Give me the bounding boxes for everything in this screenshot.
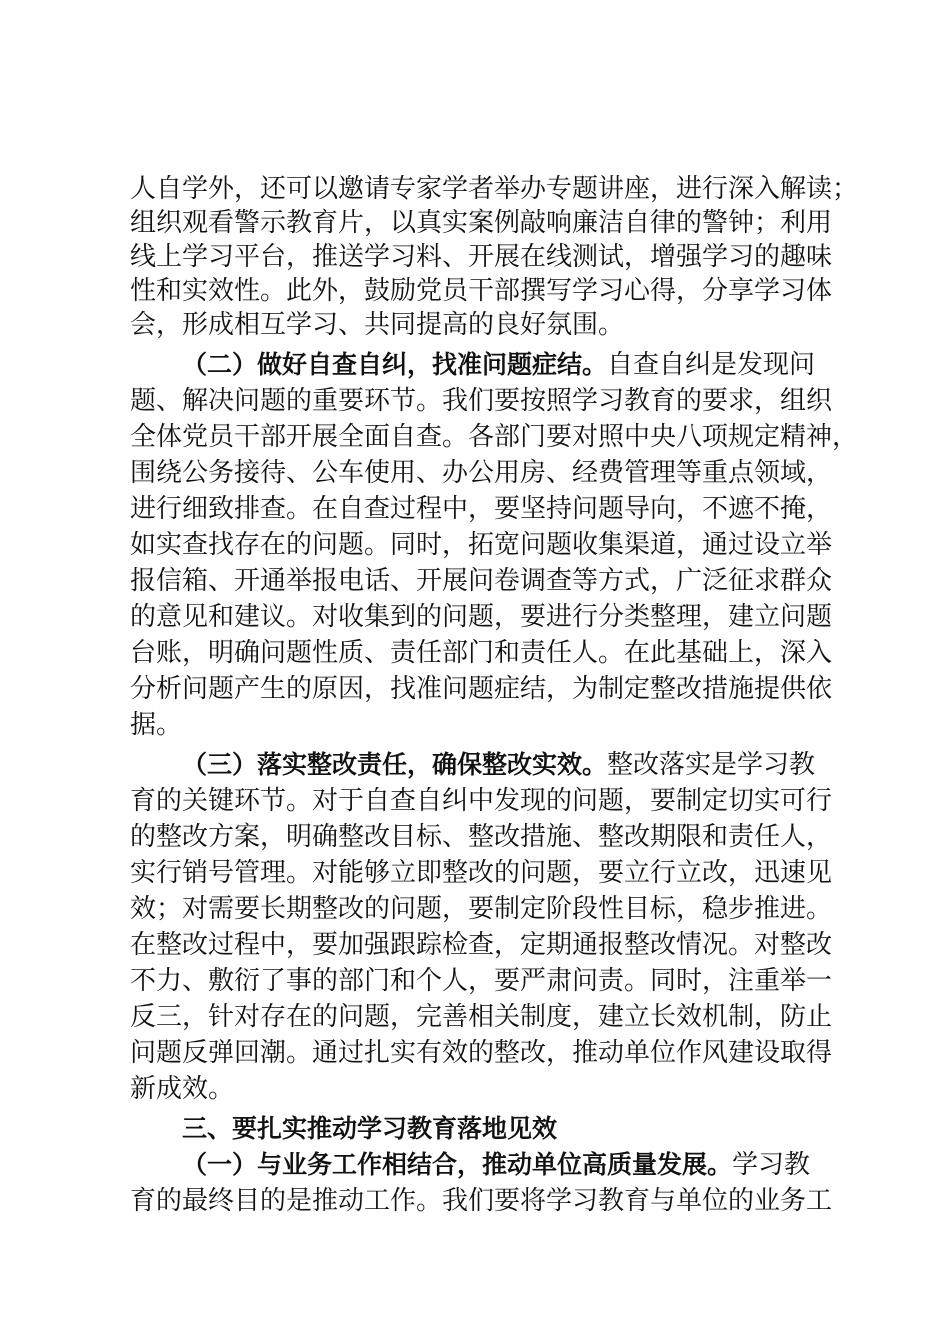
paragraph-line: 线上学习平台，推送学习料、开展在线测试，增强学习的趣味 [130, 242, 833, 272]
paragraph-line: 育的最终目的是推动工作。我们要将学习教育与单位的业务工 [130, 1186, 833, 1216]
paragraph-line: 问题反弹回潮。通过扎实有效的整改，推动单位作风建设取得 [130, 1038, 833, 1068]
section-2-paragraph-first-line [182, 348, 815, 382]
paragraph-line: 题、解决问题的重要环节。我们要按照学习教育的要求，组织 [130, 386, 833, 416]
paragraph-line: 新成效。 [130, 1074, 235, 1104]
paragraph-line: 性和实效性。此外，鼓励党员干部撰写学习心得，分享学习体 [130, 276, 833, 306]
paragraph-line: 进行细致排查。在自查过程中，要坚持问题导向，不遮不掩， [130, 494, 833, 524]
section-3-paragraph-first-line [182, 748, 815, 782]
paragraph-line: 报信箱、开通举报电话、开展问卷调查等方式，广泛征求群众 [130, 566, 833, 596]
paragraph-line: 会，形成相互学习、共同提高的良好氛围。 [130, 310, 625, 340]
section-4-paragraph-first-line [182, 1148, 810, 1182]
paragraph-text: 整改落实是学习教 [607, 750, 816, 780]
paragraph-line: 实行销号管理。对能够立即整改的问题，要立行立改，迅速见 [130, 858, 833, 888]
paragraph-line: 不力、敷衍了事的部门和个人，要严肃问责。同时，注重举一 [130, 966, 833, 996]
paragraph-line: 效；对需要长期整改的问题，要制定阶段性目标，稳步推进。 [130, 894, 833, 924]
paragraph-line: 人自学外，还可以邀请专家学者举办专题讲座，进行深入解读； [130, 174, 859, 204]
paragraph-line: 反三，针对存在的问题，完善相关制度，建立长效机制，防止 [130, 1002, 833, 1032]
paragraph-text: 自查自纠是发现问 [607, 350, 816, 380]
paragraph-line: 围绕公务接待、公车使用、办公用房、经费管理等重点领域， [130, 458, 833, 488]
paragraph-line: 全体党员干部开展全面自查。各部门要对照中央八项规定精神， [130, 422, 859, 452]
paragraph-line: 育的关键环节。对于自查自纠中发现的问题，要制定切实可行 [130, 786, 833, 816]
paragraph-line: 组织观看警示教育片，以真实案例敲响廉洁自律的警钟；利用 [130, 208, 833, 238]
paragraph-line: 分析问题产生的原因，找准问题症结，为制定整改措施提供依 [130, 674, 833, 704]
paragraph-line: 台账，明确问题性质、责任部门和责任人。在此基础上，深入 [130, 638, 833, 668]
paragraph-line: 在整改过程中，要加强跟踪检查，定期通报整改情况。对整改 [130, 930, 833, 960]
paragraph-text: 学习教 [732, 1150, 811, 1180]
paragraph-line: 的意见和建议。对收集到的问题，要进行分类整理，建立问题 [130, 602, 833, 632]
paragraph-line: 据。 [130, 710, 183, 740]
subheading-business-integration: （一）与业务工作相结合，推动单位高质量发展。 [182, 1150, 733, 1179]
paragraph-line: 的整改方案，明确整改目标、整改措施、整改期限和责任人， [130, 822, 833, 852]
subheading-self-check: （二）做好自查自纠，找准问题症结。 [182, 350, 608, 379]
subheading-rectification: （三）落实整改责任，确保整改实效。 [182, 750, 608, 779]
paragraph-line: 如实查找存在的问题。同时，拓宽问题收集渠道，通过设立举 [130, 530, 833, 560]
section-heading: 三、要扎实推动学习教育落地见效 [182, 1114, 558, 1143]
